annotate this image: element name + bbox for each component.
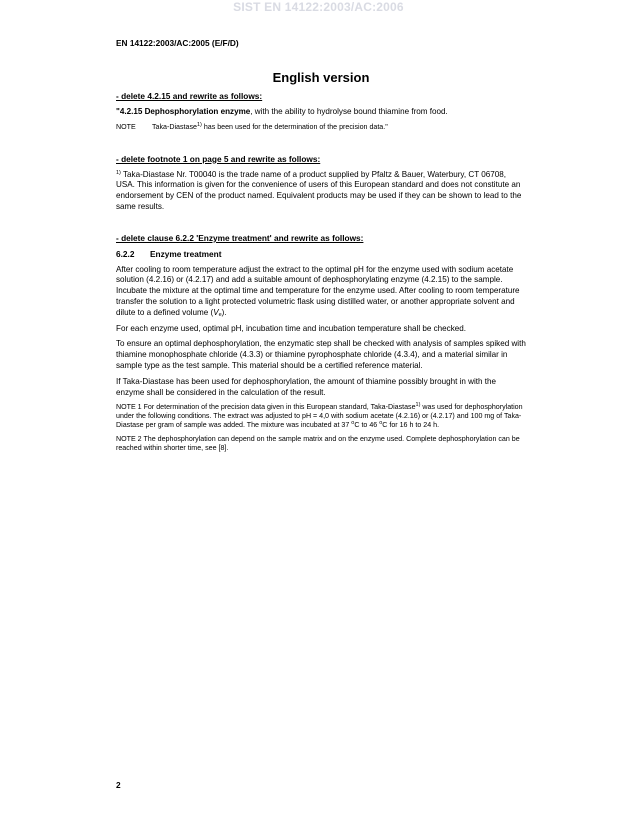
paragraph-1-text: After cooling to room temperature adjust the extract to the optimal pH for the enzyme used with sodium acetate solution (4.2.16) or (4.2.17) and add a suitable amount of dephosphorylating enzyme (4.2.15) to the sample. Incubate the mixture at the optimal time and temperature for the enzyme used. After cooling to room temperature transfer the solution to a light protected volumetric flask using distilled water, or another appropriate solvent and dilute to a defined volume (: [116, 264, 520, 317]
paragraph-2: For each enzyme used, optimal pH, incubation time and incubation temperature shall be checked.: [116, 323, 467, 333]
clause-number: 6.2.2: [116, 248, 135, 259]
definition-term: "4.2.15 Dephosphorylation enzyme: [116, 107, 251, 116]
page-number: 2: [116, 780, 121, 790]
note-1-footnote-ref: 1): [415, 402, 421, 409]
instruction-footnote-1: - delete footnote 1 on page 5 and rewrite as follows:: [116, 153, 321, 164]
footnote-text: Taka-Diastase Nr. T00040 is the trade name of a product supplied by Pfaltz & Bauer, Waterbury, CT 06708, USA. This information is given for the convenience of users of this European standard and does not constitute an endorsement by CEN of the product named. Equivalent products may be used if they can be shown to lead to the same results.: [116, 169, 522, 211]
paragraph-1-end: ).: [221, 307, 227, 317]
definition-4-2-15: [116, 107, 526, 118]
note-2: NOTE 2 The dephosphorylation can depend on the sample matrix and on the enzyme used. Complete dephosphorylation can be reached within shorter time, see [8].: [116, 434, 520, 452]
degree-2: o: [379, 419, 383, 426]
note-1-text-d: C for 16 h to 24 h.: [382, 420, 440, 429]
watermark: SIST EN 14122:2003/AC:2006: [233, 0, 404, 14]
page-title: English version: [272, 70, 370, 85]
document-id: EN 14122:2003/AC:2005 (E/F/D): [116, 38, 239, 48]
note-1-text-a: NOTE 1 For determination of the precision data given in this European standard, Taka-Diastase: [116, 403, 416, 412]
paragraph-1: [116, 265, 526, 319]
instruction-6-2-2: - delete clause 6.2.2 'Enzyme treatment' and rewrite as follows:: [116, 232, 364, 243]
paragraph-4: If Taka-Diastase has been used for dephosphorylation, the amount of thiamine possibly brought in with the enzyme shall be considered in the calculation of the result.: [116, 376, 497, 397]
volume-variable: V: [213, 307, 219, 317]
footnote-marker: 1): [116, 169, 121, 176]
note-text-a: Taka-Diastase: [152, 122, 197, 131]
note-1-text-b: was used for dephosphorylation under the following conditions. The extract was adjusted to pH = 4,0 with sodium acetate (4.2.16) or (4.2.17) and 100 mg of Taka-Diastase per gram of sample was added. The mixture was incubated at 37: [116, 403, 523, 429]
footnote-ref: 1): [196, 121, 202, 128]
page-body: [116, 70, 526, 452]
note-1-text-c: C to 46: [354, 420, 380, 429]
paragraph-3: To ensure an optimal dephosphorylation, the enzymatic step shall be checked with analysis of samples spiked with thiamine monophosphate chloride (4.3.3) or thiamine pyrophosphate chloride (4.3.4), and a material similar in sample type as the test sample. This material should be a certified reference material.: [116, 339, 526, 370]
instruction-4-2-15: - delete 4.2.15 and rewrite as follows:: [116, 91, 263, 101]
footnote-1: [116, 170, 526, 213]
note-label: NOTE: [116, 122, 136, 131]
volume-subscript: e: [218, 311, 222, 318]
note-1: [116, 403, 526, 429]
degree-1: o: [351, 419, 355, 426]
note-text-b: has been used for the determination of the precision data.": [201, 122, 388, 131]
clause-heading: [116, 249, 526, 260]
clause-title: Enzyme treatment: [150, 248, 222, 259]
note-4-2-15: [116, 123, 526, 132]
definition-text: , with the ability to hydrolyse bound thiamine from food.: [250, 107, 448, 116]
